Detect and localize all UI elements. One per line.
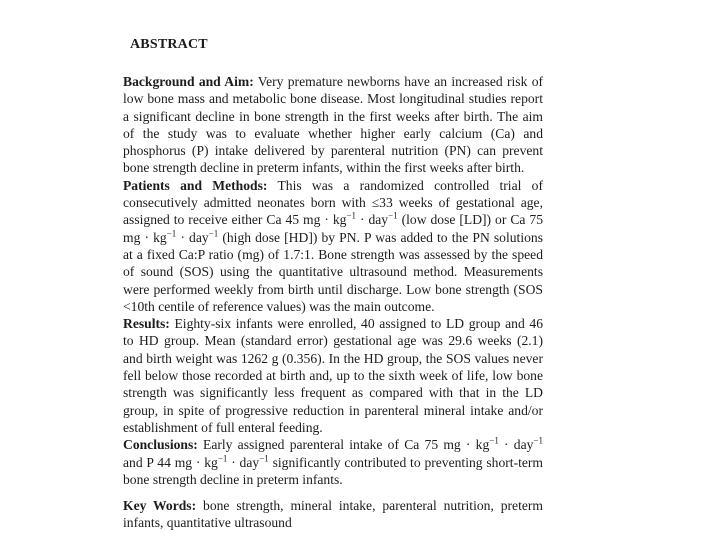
methods-label: Patients and Methods: [123, 177, 268, 193]
keywords-text: bone strength, mineral intake, parenteral nutrition, preterm infants, quantitative ultrasound [123, 498, 544, 531]
methods-exponent: −1 [346, 210, 357, 221]
results-label: Results: [123, 316, 170, 332]
conclusions-text: significantly contributed to preventing short-term bone strength decline in preterm infants. [123, 454, 544, 487]
methods-text: (low dose [LD]) or Ca 75 mg · kg [123, 212, 543, 245]
background-paragraph [123, 73, 543, 177]
abstract-heading: ABSTRACT [130, 37, 208, 52]
conclusions-paragraph [123, 436, 543, 488]
conclusions-exponent: −1 [533, 435, 543, 446]
conclusions-exponent: −1 [217, 453, 228, 463]
conclusions-text: Early assigned parenteral intake of Ca 75 mg · kg [203, 437, 490, 453]
methods-paragraph [123, 177, 543, 315]
keywords-label: Key Words: [123, 498, 197, 514]
background-text: Very premature newborns have an increased risk of low bone mass and metabolic bone disease. Most longitudinal studies report a significant decline in bone strength in the first weeks after birth. The aim of the study was to evaluate whether higher early calcium (Ca) and phosphorus (P) intake delivered by parenteral nutrition (PN) can prevent bone strength decline in preterm infants, within the first weeks after birth. [123, 74, 544, 176]
results-paragraph [123, 315, 543, 436]
methods-text: This was a randomized controlled trial of consecutively admitted neonates born with ≤33 weeks of gestational age, assigned to receive either Ca 45 mg · kg [123, 177, 543, 228]
conclusions-label: Conclusions: [123, 437, 198, 453]
methods-exponent: −1 [208, 228, 219, 239]
methods-text: · day [176, 229, 209, 245]
conclusions-exponent: −1 [489, 435, 499, 446]
conclusions-text: · day [227, 454, 260, 470]
methods-exponent: −1 [166, 228, 177, 239]
results-text: Eighty-six infants were enrolled, 40 assigned to LD group and 46 to HD group. Mean (standard error) gestational age was 29.6 weeks (2.1) and birth weight was 1262 g (0.356). In the HD group, the SOS values never fell below those recorded at birth and, up to the sixth week of life, low bone strength was significantly less frequent as compared with that in the LD group, in spite of progressive reduction in parenteral mineral intake and/or establishment of full enteral feeding. [123, 316, 543, 435]
conclusions-text: and P 44 mg · kg [123, 454, 218, 470]
abstract-body [123, 73, 543, 532]
conclusions-exponent: −1 [259, 453, 269, 463]
methods-text: (high dose [HD]) by PN. P was added to the PN solutions at a fixed Ca:P ratio (mg) of 1.7:1. Bone strength was assessed by the speed of sound (SOS) using the quantitative ultrasound method. Measurements were performed weekly from birth until discharge. Low bone strength (SOS <10th centile of reference values) was the main outcome. [123, 229, 543, 314]
conclusions-text: · day [498, 437, 534, 453]
background-label: Background and Aim: [123, 74, 254, 89]
keywords-paragraph [123, 497, 543, 532]
methods-exponent: −1 [388, 210, 398, 221]
methods-text: · day [356, 212, 389, 228]
